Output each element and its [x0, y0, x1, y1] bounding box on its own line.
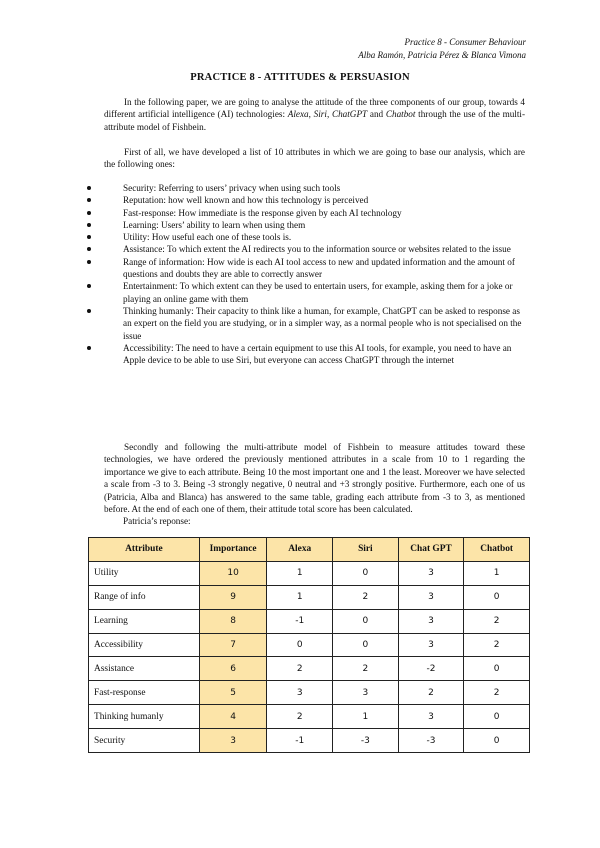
list-item-text: Accessibility: The need to have a certain equipment to use this AI tools, for example, you need to have an Apple device to be able to use Siri, but everyone can access ChatGPT through the internet — [123, 342, 512, 366]
siri-cell: 2 — [333, 585, 399, 609]
intro-text-before: In the following paper, we are going to analyse the attitude of the three components of our group, towards 4 different artificial intelligence (AI) technologies: — [104, 97, 525, 120]
siri-cell: -3 — [333, 729, 399, 753]
intro-text-after: through the use of the multi-attribute model of Fishbein. — [104, 109, 526, 132]
chatgpt-cell: 3 — [398, 705, 464, 729]
table-row — [89, 609, 530, 633]
list-item — [104, 219, 525, 231]
firstly-text: First of all, we have developed a list of 10 attributes in which we are going to base our analysis, which are the following ones: — [104, 147, 525, 170]
bullet-icon — [87, 223, 91, 227]
alexa-cell: 3 — [267, 681, 333, 705]
chatbot-cell: 2 — [464, 609, 530, 633]
attribute-cell: Fast-response — [89, 681, 200, 705]
bullet-icon — [87, 346, 91, 350]
list-item — [104, 280, 525, 305]
intro-paragraph — [104, 96, 525, 133]
chatgpt-cell: 3 — [398, 609, 464, 633]
importance-cell: 8 — [199, 609, 267, 633]
secondly-text: Secondly and following the multi-attribute model of Fishbein to measure attitudes toward these technologies, we have ordered the previously mentioned attributes in a scale from 10 to 1 regarding the importance we give to each attribute. Being 10 the most important one and 1 the least. Moreover we have selected a scale from -3 to 3. Being -3 strongly negative, 0 neutral and +3 strongly positive. Furthermore, each one of us (Patricia, Alba and Blanca) has answered to the same table, grading each attribute from -3 to 3, as mentioned before. At the end of each one of them, their attitude total score has been calculated. — [104, 442, 525, 515]
tech-chatgpt: ChatGPT — [331, 109, 368, 120]
siri-cell: 3 — [333, 681, 399, 705]
list-item — [104, 207, 525, 219]
alexa-cell: 1 — [267, 561, 333, 585]
list-item-text: Security: Referring to users’ privacy when using such tools — [123, 183, 341, 193]
header-attribute: Attribute — [89, 538, 200, 562]
running-header — [358, 36, 526, 62]
alexa-cell: -1 — [267, 609, 333, 633]
alexa-cell: 2 — [267, 705, 333, 729]
header-chatbot: Chatbot — [464, 538, 530, 562]
bullet-icon — [87, 198, 91, 202]
header-importance: Importance — [199, 538, 267, 562]
intro-sep: , — [308, 109, 314, 120]
importance-cell: 7 — [199, 633, 267, 657]
header-authors: Alba Ramón, Patricia Pérez & Blanca Vimona — [358, 50, 526, 60]
siri-cell: 0 — [333, 633, 399, 657]
bullet-icon — [87, 247, 91, 251]
siri-cell: 0 — [333, 561, 399, 585]
chatbot-cell: 2 — [464, 681, 530, 705]
list-item-text: Learning: Users’ ability to learn when using them — [123, 219, 306, 230]
importance-cell: 10 — [199, 561, 267, 585]
header-course: Practice 8 - Consumer Behaviour — [404, 37, 526, 47]
chatgpt-cell: -3 — [398, 729, 464, 753]
list-item — [104, 243, 525, 255]
siri-cell: 2 — [333, 657, 399, 681]
chatgpt-cell: 3 — [398, 633, 464, 657]
intro-sep: and — [367, 109, 386, 120]
document-title: PRACTICE 8 - ATTITUDES & PERSUASION — [190, 72, 410, 83]
attribute-cell: Learning — [89, 609, 200, 633]
importance-cell: 4 — [199, 705, 267, 729]
table-row — [89, 705, 530, 729]
alexa-cell: 1 — [267, 585, 333, 609]
importance-cell: 3 — [199, 729, 267, 753]
list-item-text: Assistance: To which extent the AI redirects you to the information source or websites related to the issue — [123, 244, 511, 255]
intro-sep: , — [326, 109, 332, 120]
chatbot-cell: 2 — [464, 633, 530, 657]
header-chatgpt: Chat GPT — [398, 538, 464, 562]
tech-chatbot: Chatbot — [385, 109, 416, 120]
bullet-icon — [87, 211, 91, 215]
list-item-text: Range of information: How wide is each AI tool access to new and updated information and the amount of questions and doubts they are able to correctly answer — [123, 256, 515, 280]
header-siri: Siri — [333, 538, 399, 562]
importance-cell: 6 — [199, 657, 267, 681]
list-item-text: Fast-response: How immediate is the response given by each AI technology — [123, 207, 402, 218]
attribute-cell: Security — [89, 729, 200, 753]
table-row — [89, 561, 530, 585]
bullet-icon — [87, 260, 91, 264]
scores-table — [88, 537, 530, 753]
header-alexa: Alexa — [267, 538, 333, 562]
alexa-cell: -1 — [267, 729, 333, 753]
list-item — [104, 194, 525, 206]
chatgpt-cell: -2 — [398, 657, 464, 681]
list-item-text: Utility: How useful each one of these tools is. — [123, 232, 292, 243]
table-row — [89, 633, 530, 657]
secondly-paragraph — [104, 441, 525, 515]
chatbot-cell: 0 — [464, 657, 530, 681]
table-row — [89, 657, 530, 681]
table-row — [89, 585, 530, 609]
table-row — [89, 681, 530, 705]
siri-cell: 0 — [333, 609, 399, 633]
attributes-list — [104, 182, 525, 366]
importance-cell: 9 — [199, 585, 267, 609]
tech-alexa: Alexa — [287, 109, 309, 120]
chatbot-cell: 0 — [464, 705, 530, 729]
attribute-cell: Accessibility — [89, 633, 200, 657]
siri-cell: 1 — [333, 705, 399, 729]
response-label: Patricia’s reponse: — [123, 516, 191, 526]
importance-cell: 5 — [199, 681, 267, 705]
alexa-cell: 2 — [267, 657, 333, 681]
list-item — [104, 256, 525, 281]
attribute-cell: Utility — [89, 561, 200, 585]
list-item — [104, 305, 525, 342]
list-item-text: Reputation: how well known and how this technology is perceived — [123, 195, 369, 206]
bullet-icon — [87, 235, 91, 239]
alexa-cell: 0 — [267, 633, 333, 657]
list-item-text: Thinking humanly: Their capacity to think like a human, for example, ChatGPT can be asked to response as an expert on the field you are studying, or in a simpler way, as a normal people who is not specialised on the issue — [123, 305, 522, 341]
chatgpt-cell: 3 — [398, 585, 464, 609]
table-header-row — [89, 538, 530, 562]
attribute-cell: Thinking humanly — [89, 705, 200, 729]
chatbot-cell: 1 — [464, 561, 530, 585]
chatbot-cell: 0 — [464, 729, 530, 753]
list-item — [104, 231, 525, 243]
bullet-icon — [87, 309, 91, 313]
bullet-icon — [87, 284, 91, 288]
attribute-cell: Range of info — [89, 585, 200, 609]
chatbot-cell: 0 — [464, 585, 530, 609]
table-row — [89, 729, 530, 753]
chatgpt-cell: 3 — [398, 561, 464, 585]
tech-siri: Siri — [313, 109, 327, 120]
attribute-cell: Assistance — [89, 657, 200, 681]
list-item — [104, 342, 525, 367]
list-item-text: Entertainment: To which extent can they be used to entertain users, for example, asking them for a joke or playing an online game with them — [123, 281, 513, 304]
chatgpt-cell: 2 — [398, 681, 464, 705]
bullet-icon — [87, 186, 91, 190]
list-item — [104, 182, 525, 194]
firstly-paragraph — [104, 146, 525, 171]
